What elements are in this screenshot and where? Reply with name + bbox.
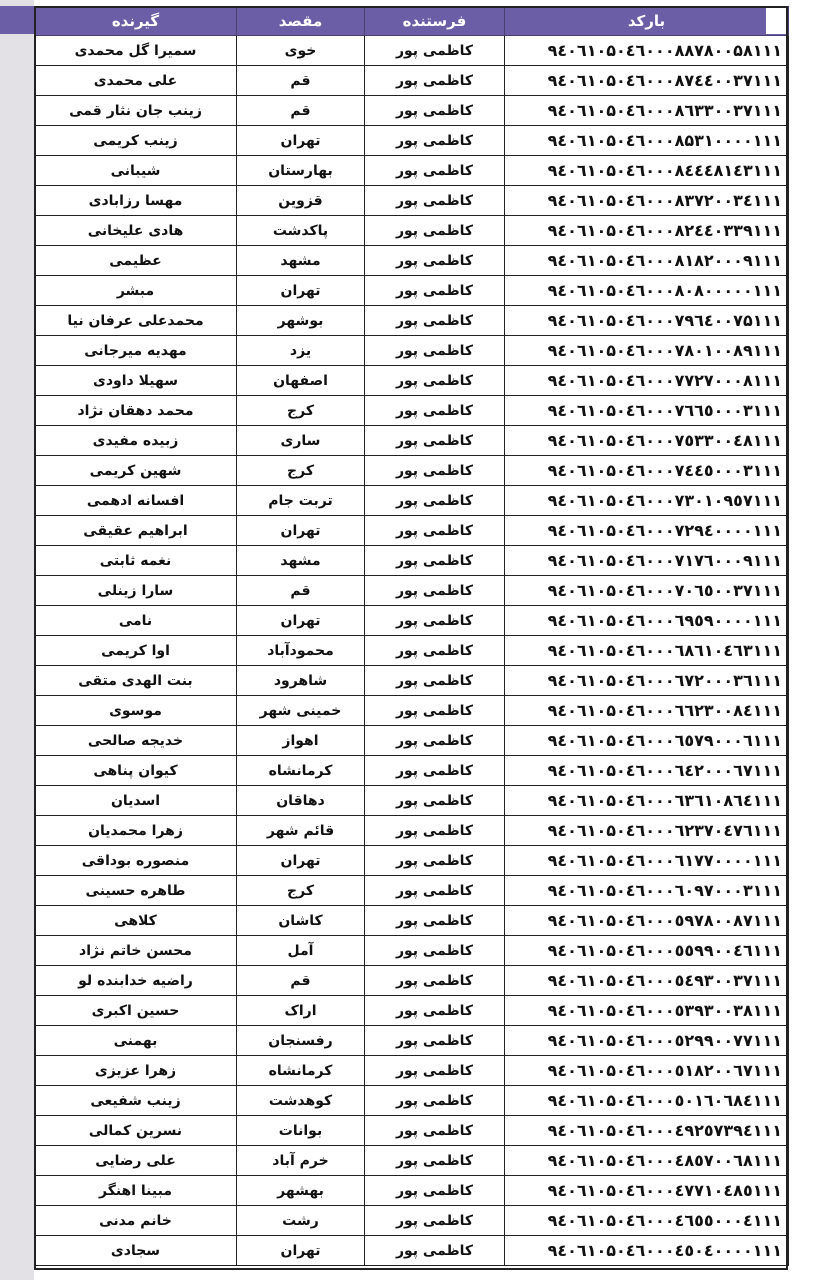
receiver-cell: سهیلا داودی (35, 366, 237, 396)
table-row (35, 426, 789, 456)
barcode-cell: ۹٤۰٦۱۰۵۰٤٦۰۰۰٦۲۳۷۰٤۷٦۱۱۱ (505, 816, 789, 846)
destination-cell: کرج (237, 876, 365, 906)
sender-cell: کاظمی پور (365, 66, 505, 96)
receiver-cell: محسن خاتم نژاد (35, 936, 237, 966)
barcode-cell: ۹٤۰٦۱۰۵۰٤٦۰۰۰۷۹٦٤۰۰۷۵۱۱۱ (505, 306, 789, 336)
sender-cell: کاظمی پور (365, 96, 505, 126)
destination-cell: خوی (237, 36, 365, 66)
destination-cell: دهاقان (237, 786, 365, 816)
table-row (35, 216, 789, 246)
table-row (35, 366, 789, 396)
barcode-cell: ۹٤۰٦۱۰۵۰٤٦۰۰۰٤۹۲٥۷۳۹٤۱۱۱ (505, 1116, 789, 1146)
receiver-cell: هادی علیخانی (35, 216, 237, 246)
sender-cell: کاظمی پور (365, 126, 505, 156)
barcode-cell: ۹٤۰٦۱۰۵۰٤٦۰۰۰٦۷۲۰۰۰۳٦۱۱۱ (505, 666, 789, 696)
sender-cell: کاظمی پور (365, 846, 505, 876)
table-row (35, 1236, 789, 1266)
barcode-cell: ۹٤۰٦۱۰۵۰٤٦۰۰۰٤۸٥۷۰۰٦۸۱۱۱ (505, 1146, 789, 1176)
table-row (35, 306, 789, 336)
table-row (35, 966, 789, 996)
sender-cell: کاظمی پور (365, 456, 505, 486)
barcode-cell: ۹٤۰٦۱۰۵۰٤٦۰۰۰٦٥۷۹۰۰۰٦۱۱۱ (505, 726, 789, 756)
destination-cell: قم (237, 66, 365, 96)
destination-cell: تهران (237, 1236, 365, 1266)
table-row (35, 1086, 789, 1116)
receiver-cell: زهرا محمدیان (35, 816, 237, 846)
barcode-cell: ۹٤۰٦۱۰۵۰٤٦۰۰۰٦٤۲۰۰۰٦۷۱۱۱ (505, 756, 789, 786)
receiver-cell: سجادی (35, 1236, 237, 1266)
sender-cell: کاظمی پور (365, 966, 505, 996)
destination-cell: اهواز (237, 726, 365, 756)
sender-cell: کاظمی پور (365, 1236, 505, 1266)
destination-cell: تهران (237, 126, 365, 156)
sender-cell: کاظمی پور (365, 666, 505, 696)
table-row (35, 846, 789, 876)
receiver-cell: علی محمدی (35, 66, 237, 96)
sender-cell: کاظمی پور (365, 486, 505, 516)
barcode-cell: ۹٤۰٦۱۰۵۰٤٦۰۰۰۸۱۸۲۰۰۰۹۱۱۱ (505, 246, 789, 276)
barcode-cell: ۹٤۰٦۱۰۵۰٤٦۰۰۰٦۹٥۹۰۰۰۰۱۱۱ (505, 606, 789, 636)
barcode-cell: ۹٤۰٦۱۰۵۰٤٦۰۰۰٥٥۹۹۰۰٤٦۱۱۱ (505, 936, 789, 966)
table-row (35, 1026, 789, 1056)
barcode-cell: ۹٤۰٦۱۰۵۰٤٦۰۰۰۷۱۷٦۰۰۰۹۱۱۱ (505, 546, 789, 576)
sender-cell: کاظمی پور (365, 636, 505, 666)
destination-cell: ساری (237, 426, 365, 456)
destination-cell: تهران (237, 276, 365, 306)
receiver-cell: کلاهی (35, 906, 237, 936)
sender-cell: کاظمی پور (365, 156, 505, 186)
sender-cell: کاظمی پور (365, 756, 505, 786)
sender-cell: کاظمی پور (365, 276, 505, 306)
table-row (35, 936, 789, 966)
barcode-cell: ۹٤۰٦۱۰۵۰٤٦۰۰۰٤۷۷۱۰٤۸٥۱۱۱ (505, 1176, 789, 1206)
destination-cell: پاکدشت (237, 216, 365, 246)
barcode-cell: ۹٤۰٦۱۰۵۰٤٦۰۰۰۸۳۷۲۰۰۳٤۱۱۱ (505, 186, 789, 216)
barcode-cell: ۹٤۰٦۱۰۵۰٤٦۰۰۰٥۳۹۳۰۰۳۸۱۱۱ (505, 996, 789, 1026)
table-row (35, 546, 789, 576)
destination-cell: بهشهر (237, 1176, 365, 1206)
destination-cell: مشهد (237, 546, 365, 576)
sender-cell: کاظمی پور (365, 336, 505, 366)
receiver-cell: مهدیه میرجانی (35, 336, 237, 366)
barcode-cell: ۹٤۰٦۱۰۵۰٤٦۰۰۰۷٦٦٥۰۰۰۳۱۱۱ (505, 396, 789, 426)
barcode-cell: ۹٤۰٦۱۰۵۰٤٦۰۰۰۷۷۲۷۰۰۰۸۱۱۱ (505, 366, 789, 396)
receiver-cell: افسانه ادهمی (35, 486, 237, 516)
receiver-cell: راضیه خدابنده لو (35, 966, 237, 996)
table-row (35, 576, 789, 606)
receiver-cell: منصوره بوداقی (35, 846, 237, 876)
receiver-cell: سمیرا گل محمدی (35, 36, 237, 66)
receiver-cell: زینب کریمی (35, 126, 237, 156)
table-row (35, 456, 789, 486)
table-row (35, 96, 789, 126)
barcode-cell: ۹٤۰٦۱۰۵۰٤٦۰۰۰۷۸۰۱۰۰۸۹۱۱۱ (505, 336, 789, 366)
sender-cell: کاظمی پور (365, 516, 505, 546)
destination-cell: بهارستان (237, 156, 365, 186)
table-row (35, 696, 789, 726)
destination-cell: شاهرود (237, 666, 365, 696)
receiver-cell: مهسا رزابادی (35, 186, 237, 216)
barcode-cell: ۹٤۰٦۱۰۵۰٤٦۰۰۰۷٤٤٥۰۰۰۳۱۱۱ (505, 456, 789, 486)
barcode-cell: ۹٤۰٦۱۰۵۰٤٦۰۰۰۸۵۳۱۰۰۰۰۱۱۱ (505, 126, 789, 156)
destination-cell: قم (237, 576, 365, 606)
destination-cell: اراک (237, 996, 365, 1026)
table-row (35, 786, 789, 816)
barcode-cell: ۹٤۰٦۱۰۵۰٤٦۰۰۰٤٥۰٤۰۰۰۰۱۱۱ (505, 1236, 789, 1266)
left-margin-strip (0, 0, 34, 1280)
barcode-cell: ۹٤۰٦۱۰۵۰٤٦۰۰۰٥۲۹۹۰۰۷۷۱۱۱ (505, 1026, 789, 1056)
receiver-cell: زبیده مفیدی (35, 426, 237, 456)
destination-cell: تهران (237, 606, 365, 636)
barcode-cell: ۹٤۰٦۱۰۵۰٤٦۰۰۰۸۸۷۸۰۰۵۸۱۱۱ (505, 36, 789, 66)
table-row (35, 246, 789, 276)
receiver-cell: نسرین کمالی (35, 1116, 237, 1146)
table-row (35, 1146, 789, 1176)
sender-cell: کاظمی پور (365, 726, 505, 756)
destination-cell: مشهد (237, 246, 365, 276)
table-row (35, 1116, 789, 1146)
barcode-cell: ۹٤۰٦۱۰۵۰٤٦۰۰۰۷۰٦٥۰۰۳۷۱۱۱ (505, 576, 789, 606)
barcode-cell: ۹٤۰٦۱۰۵۰٤٦۰۰۰٥٤۹۳۰۰۳۷۱۱۱ (505, 966, 789, 996)
header-destination: مقصد (237, 7, 365, 36)
sender-cell: کاظمی پور (365, 606, 505, 636)
sender-cell: کاظمی پور (365, 576, 505, 606)
receiver-cell: شهین کریمی (35, 456, 237, 486)
barcode-cell: ۹٤۰٦۱۰۵۰٤٦۰۰۰٦۳٦۱۰۸٦٤۱۱۱ (505, 786, 789, 816)
sender-cell: کاظمی پور (365, 936, 505, 966)
table-row (35, 876, 789, 906)
barcode-cell: ۹٤۰٦۱۰۵۰٤٦۰۰۰٤٦٥٥۰۰۰٤۱۱۱ (505, 1206, 789, 1236)
receiver-cell: محمدعلی عرفان نیا (35, 306, 237, 336)
table-body (35, 36, 789, 1266)
table-row (35, 36, 789, 66)
receiver-cell: علی رضایی (35, 1146, 237, 1176)
sender-cell: کاظمی پور (365, 36, 505, 66)
barcode-cell: ۹٤۰٦۱۰۵۰٤٦۰۰۰۷٥۳۳۰۰٤۸۱۱۱ (505, 426, 789, 456)
destination-cell: تربت جام (237, 486, 365, 516)
table-row (35, 396, 789, 426)
destination-cell: رشت (237, 1206, 365, 1236)
barcode-cell: ۹٤۰٦۱۰۵۰٤٦۰۰۰٥۹۷۸۰۰۸۷۱۱۱ (505, 906, 789, 936)
barcode-cell: ۹٤۰٦۱۰۵۰٤٦۰۰۰٦۱۷۷۰۰۰۰۱۱۱ (505, 846, 789, 876)
destination-cell: تهران (237, 516, 365, 546)
table-row (35, 996, 789, 1026)
destination-cell: رفسنجان (237, 1026, 365, 1056)
receiver-cell: نغمه ثابتی (35, 546, 237, 576)
barcode-cell: ۹٤۰٦۱۰۵۰٤٦۰۰۰٦٦۲۳۰۰۸٤۱۱۱ (505, 696, 789, 726)
table-row (35, 1176, 789, 1206)
shipments-table (34, 6, 789, 1266)
table-row (35, 1056, 789, 1086)
receiver-cell: اوا کریمی (35, 636, 237, 666)
destination-cell: یزد (237, 336, 365, 366)
sender-cell: کاظمی پور (365, 1026, 505, 1056)
destination-cell: بوشهر (237, 306, 365, 336)
destination-cell: کرمانشاه (237, 756, 365, 786)
destination-cell: آمل (237, 936, 365, 966)
receiver-cell: طاهره حسینی (35, 876, 237, 906)
barcode-cell: ۹٤۰٦۱۰۵۰٤٦۰۰۰٥۰۱٦۰٦۸٤۱۱۱ (505, 1086, 789, 1116)
receiver-cell: موسوی (35, 696, 237, 726)
sender-cell: کاظمی پور (365, 996, 505, 1026)
destination-cell: خرم آباد (237, 1146, 365, 1176)
receiver-cell: مبشر (35, 276, 237, 306)
table-row (35, 666, 789, 696)
destination-cell: خمینی شهر (237, 696, 365, 726)
table-row (35, 126, 789, 156)
destination-cell: بوانات (237, 1116, 365, 1146)
destination-cell: قم (237, 966, 365, 996)
destination-cell: کوهدشت (237, 1086, 365, 1116)
destination-cell: تهران (237, 846, 365, 876)
barcode-cell: ۹٤۰٦۱۰۵۰٤٦۰۰۰۷۲۹٤۰۰۰۰۱۱۱ (505, 516, 789, 546)
table-row (35, 156, 789, 186)
sender-cell: کاظمی پور (365, 696, 505, 726)
barcode-cell: ۹٤۰٦۱۰۵۰٤٦۰۰۰۸٦۳۳۰۰۳۷۱۱۱ (505, 96, 789, 126)
barcode-cell: ۹٤۰٦۱۰۵۰٤٦۰۰۰٥۱۸۲۰۰٦۷۱۱۱ (505, 1056, 789, 1086)
sender-cell: کاظمی پور (365, 396, 505, 426)
sender-cell: کاظمی پور (365, 306, 505, 336)
receiver-cell: شیبانی (35, 156, 237, 186)
receiver-cell: محمد دهقان نژاد (35, 396, 237, 426)
table-row (35, 756, 789, 786)
table-row (35, 636, 789, 666)
barcode-cell: ۹٤۰٦۱۰۵۰٤٦۰۰۰۷۳۰۱۰۹٥۷۱۱۱ (505, 486, 789, 516)
barcode-cell: ۹٤۰٦۱۰۵۰٤٦۰۰۰٦۸٦۱۰٤٦۳۱۱۱ (505, 636, 789, 666)
destination-cell: قم (237, 96, 365, 126)
receiver-cell: خانم مدنی (35, 1206, 237, 1236)
table-row (35, 816, 789, 846)
sender-cell: کاظمی پور (365, 246, 505, 276)
sender-cell: کاظمی پور (365, 1116, 505, 1146)
receiver-cell: زهرا عزیزی (35, 1056, 237, 1086)
header-receiver: گیرنده (35, 7, 237, 36)
receiver-cell: اسدیان (35, 786, 237, 816)
sender-cell: کاظمی پور (365, 426, 505, 456)
receiver-cell: عظیمی (35, 246, 237, 276)
destination-cell: قزوین (237, 186, 365, 216)
sender-cell: کاظمی پور (365, 186, 505, 216)
destination-cell: اصفهان (237, 366, 365, 396)
barcode-cell: ۹٤۰٦۱۰۵۰٤٦۰۰۰٦۰۹۷۰۰۰۳۱۱۱ (505, 876, 789, 906)
table-row (35, 66, 789, 96)
barcode-cell: ۹٤۰٦۱۰۵۰٤٦۰۰۰۸۷٤٤۰۰۳۷۱۱۱ (505, 66, 789, 96)
sender-cell: کاظمی پور (365, 366, 505, 396)
header-accent-bar (0, 6, 34, 34)
receiver-cell: بهمنی (35, 1026, 237, 1056)
receiver-cell: زینب جان نثار قمی (35, 96, 237, 126)
sender-cell: کاظمی پور (365, 216, 505, 246)
table-row (35, 606, 789, 636)
sender-cell: کاظمی پور (365, 1086, 505, 1116)
table-row (35, 726, 789, 756)
sender-cell: کاظمی پور (365, 1206, 505, 1236)
destination-cell: کرمانشاه (237, 1056, 365, 1086)
sender-cell: کاظمی پور (365, 1176, 505, 1206)
receiver-cell: سارا زینلی (35, 576, 237, 606)
table-row (35, 486, 789, 516)
receiver-cell: حسین اکبری (35, 996, 237, 1026)
table-row (35, 1206, 789, 1236)
receiver-cell: نامی (35, 606, 237, 636)
receiver-cell: ابراهیم عقیقی (35, 516, 237, 546)
table-row (35, 186, 789, 216)
sender-cell: کاظمی پور (365, 1056, 505, 1086)
table-header-row (35, 7, 789, 36)
sender-cell: کاظمی پور (365, 1146, 505, 1176)
receiver-cell: زینب شفیعی (35, 1086, 237, 1116)
sender-cell: کاظمی پور (365, 786, 505, 816)
sender-cell: کاظمی پور (365, 876, 505, 906)
barcode-cell: ۹٤۰٦۱۰۵۰٤٦۰۰۰۸۰۸۰۰۰۰۰۱۱۱ (505, 276, 789, 306)
sender-cell: کاظمی پور (365, 546, 505, 576)
receiver-cell: بنت الهدی متقی (35, 666, 237, 696)
receiver-cell: خدیجه صالحی (35, 726, 237, 756)
header-barcode: بارکد (505, 7, 789, 36)
table-row (35, 276, 789, 306)
destination-cell: محمودآباد (237, 636, 365, 666)
receiver-cell: کیوان پناهی (35, 756, 237, 786)
barcode-cell: ۹٤۰٦۱۰۵۰٤٦۰۰۰۸٤٤٤۸۱٤۳۱۱۱ (505, 156, 789, 186)
sender-cell: کاظمی پور (365, 906, 505, 936)
table-row (35, 516, 789, 546)
destination-cell: کاشان (237, 906, 365, 936)
header-corner-gap (766, 6, 788, 34)
barcode-cell: ۹٤۰٦۱۰۵۰٤٦۰۰۰۸۲٤٤۰۳۳۹۱۱۱ (505, 216, 789, 246)
table-row (35, 906, 789, 936)
sender-cell: کاظمی پور (365, 816, 505, 846)
destination-cell: قائم شهر (237, 816, 365, 846)
destination-cell: کرج (237, 456, 365, 486)
table-row (35, 336, 789, 366)
receiver-cell: مبینا اهنگر (35, 1176, 237, 1206)
header-sender: فرستنده (365, 7, 505, 36)
destination-cell: کرج (237, 396, 365, 426)
